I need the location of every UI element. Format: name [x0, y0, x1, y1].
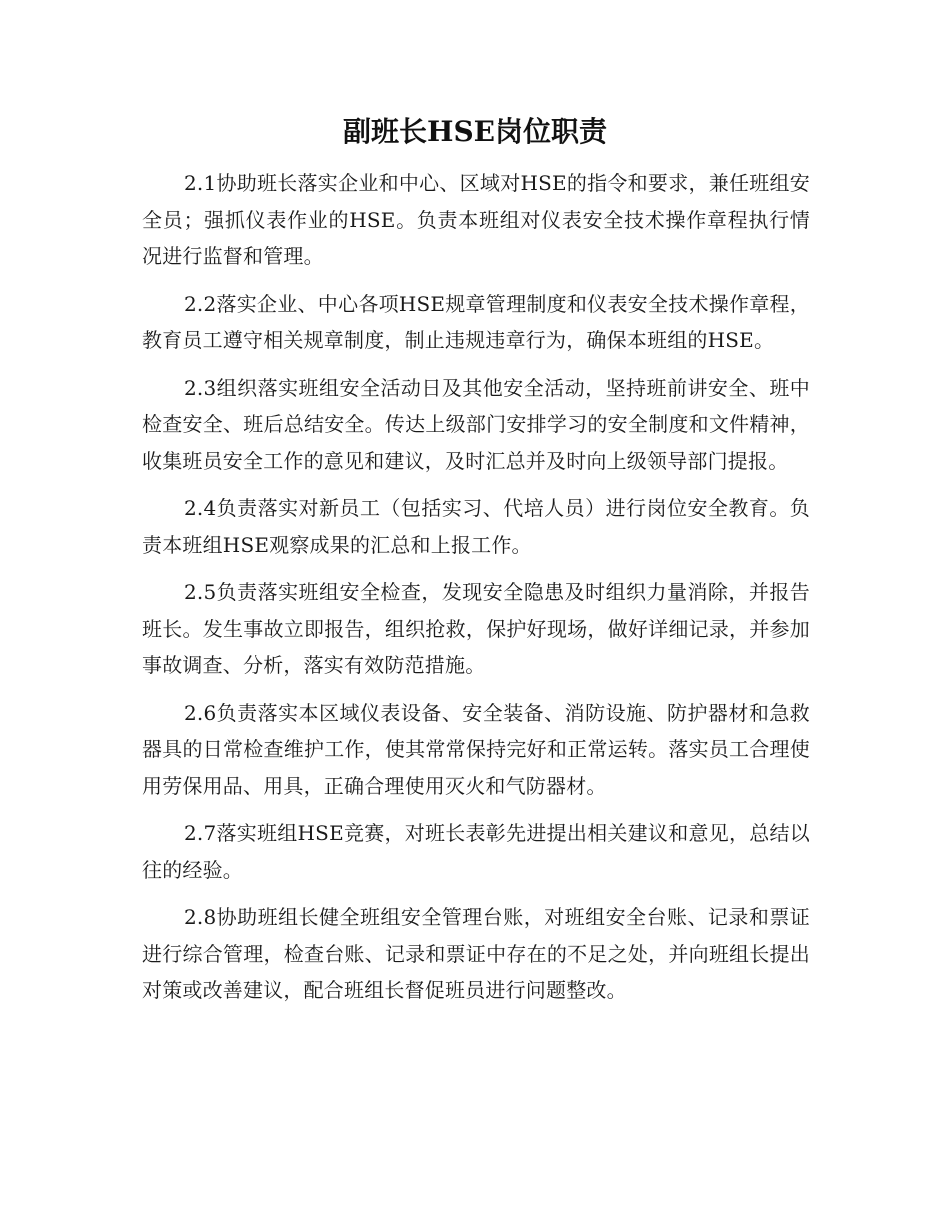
paragraph-2-3: 2.3组织落实班组安全活动日及其他安全活动，坚持班前讲安全、班中检查安全、班后总结安全。传达上级部门安排学习的安全制度和文件精神，收集班员安全工作的意见和建议，及时汇总并及时向上级领导部门提报。: [142, 375, 810, 473]
paragraph-2-1: 2.1协助班长落实企业和中心、区域对HSE的指令和要求，兼任班组安全员；强抓仪表作业的HSE。负责本班组对仪表安全技术操作章程执行情况进行监督和管理。: [142, 171, 810, 268]
document-body: [142, 165, 810, 1020]
paragraph-2-7: 2.7落实班组HSE竞赛，对班长表彰先进提出相关建议和意见，总结以往的经验。: [142, 821, 810, 882]
paragraph-2-8: 2.8协助班组长健全班组安全管理台账，对班组安全台账、记录和票证进行综合管理，检查台账、记录和票证中存在的不足之处，并向班组长提出对策或改善建议，配合班组长督促班员进行问题整改。: [142, 905, 810, 1002]
paragraph-2-2: 2.2落实企业、中心各项HSE规章管理制度和仪表安全技术操作章程，教育员工遵守相关规章制度，制止违规违章行为，确保本班组的HSE。: [142, 291, 810, 352]
page-title: 副班长HSE岗位职责: [342, 115, 608, 148]
paragraph-2-4: 2.4负责落实对新员工（包括实习、代培人员）进行岗位安全教育。负责本班组HSE观察成果的汇总和上报工作。: [142, 496, 810, 557]
paragraph-2-5: 2.5负责落实班组安全检查，发现安全隐患及时组织力量消除，并报告班长。发生事故立即报告，组织抢救，保护好现场，做好详细记录，并参加事故调查、分析，落实有效防范措施。: [142, 580, 810, 677]
paragraph-2-6: 2.6负责落实本区域仪表设备、安全装备、消防设施、防护器材和急救器具的日常检查维护工作，使其常常保持完好和正常运转。落实员工合理使用劳保用品、用具，正确合理使用灭火和气防器材。: [142, 700, 810, 798]
